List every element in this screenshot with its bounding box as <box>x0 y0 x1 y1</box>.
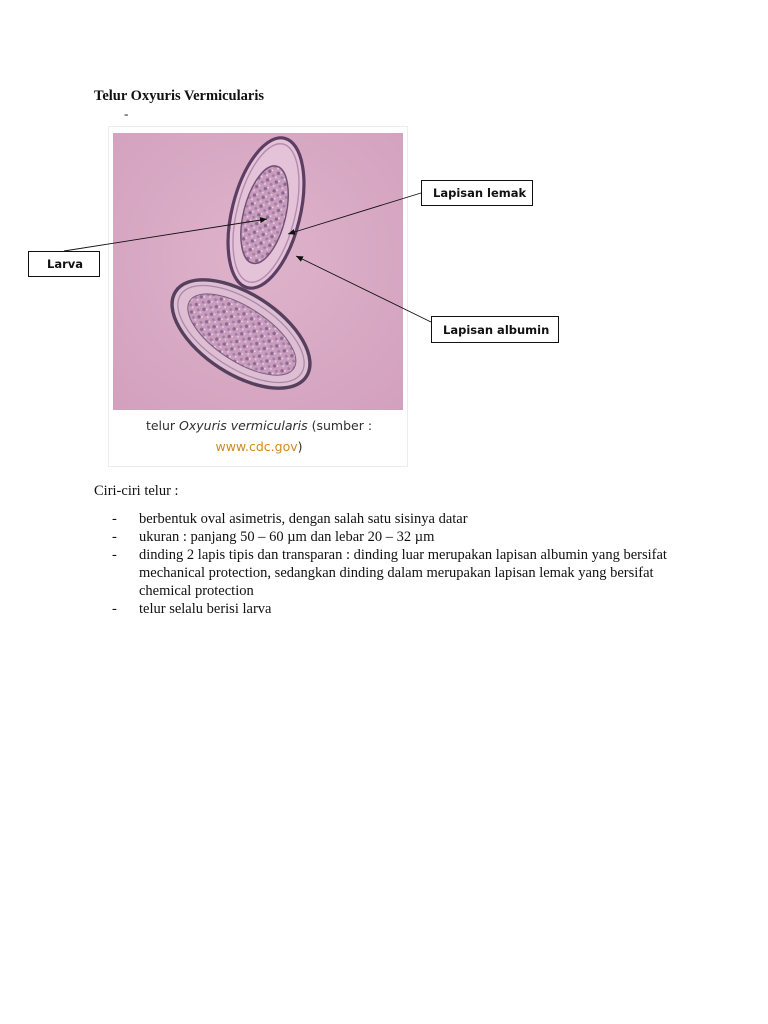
document-title: Telur Oxyuris Vermicularis <box>94 88 264 104</box>
caption-prefix: telur <box>145 418 180 433</box>
arrow-lemak <box>288 193 421 234</box>
list-item-text: ukuran : panjang 50 – 60 µm dan lebar 20 – 32 µm <box>139 529 435 545</box>
caption-source-link[interactable]: www.cdc.gov <box>215 439 298 454</box>
bullet-dash: - <box>112 529 117 545</box>
arrow-albumin <box>296 256 431 322</box>
caption-suffix: (sumber : <box>307 418 373 433</box>
list-item-text: berbentuk oval asimetris, dengan salah satu sisinya datar <box>139 511 468 527</box>
list-item-text: dinding 2 lapis tipis dan transparan : dinding luar merupakan lapisan albumin yang bersifat mechanical protection, sedangkan dinding dalam merupakan lapisan lemak yang bersifat chemical protection <box>139 547 667 599</box>
callout-larva: Larva <box>28 251 100 277</box>
caption-species: Oxyuris vermicularis <box>179 418 308 433</box>
callout-lapisan-albumin: Lapisan albumin <box>431 316 559 343</box>
title-dash: - <box>124 106 129 121</box>
list-item-text: telur selalu berisi larva <box>139 601 272 617</box>
list-item <box>112 546 672 600</box>
caption-close: ) <box>297 439 303 454</box>
callout-lapisan-lemak: Lapisan lemak <box>421 180 533 206</box>
list-item <box>112 510 672 528</box>
bullet-dash: - <box>112 547 117 563</box>
list-item <box>112 600 672 618</box>
bullet-dash: - <box>112 511 117 527</box>
bullet-dash: - <box>112 601 117 617</box>
features-list <box>112 510 672 618</box>
arrow-larva <box>64 219 267 251</box>
features-heading: Ciri-ciri telur : <box>94 483 179 499</box>
list-item <box>112 528 672 546</box>
